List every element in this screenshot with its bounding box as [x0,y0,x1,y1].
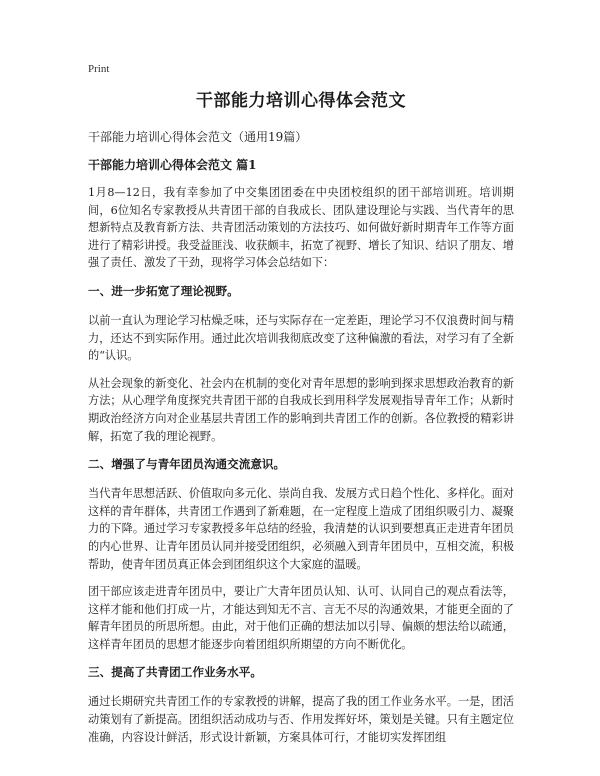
paragraph: 以前一直认为理论学习枯燥乏味，还与实际存在一定差距，理论学习不仅浪费时间与精力，还达不到实际作用。通过此次培训我彻底改变了这种偏激的看法，对学习有了全新的“认识。 [88,313,514,363]
document-page [88,62,514,756]
paragraph: 从社会现象的新变化、社会内在机制的变化对青年思想的影响到探求思想政治教育的新方法；从心理学角度探究共青团干部的自我成长到用科学发展观指导青年工作；从新时期政治经济方向对企业基层共青团工作的影响到共青团工作的创新。各位教授的精彩讲解，拓宽了我的理论视野。 [88,376,514,443]
point-heading-3: 三、提高了共青团工作业务水平。 [88,665,262,680]
document-title: 干部能力培训心得体会范文 [196,91,406,111]
point-heading-1: 一、进一步拓宽了理论视野。 [88,283,239,298]
document-subtitle: 干部能力培训心得体会范文（通用19篇） [88,130,308,144]
paragraph: 当代青年思想活跃、价值取向多元化、崇尚自我、发展方式日趋个性化、多样化。面对这样的青年群体，共青团工作遇到了新难题，在一定程度上造成了团组织吸引力、凝聚力的下降。通过学习专家教授多年总结的经验，我清楚的认识到要想真正走进青年团员的内心世界、让青年团员认同并接受团组织，必须融入到青年团员中，互相交流，积极帮助，使青年团员真正体会到团组织这个大家庭的温暖。 [88,487,514,571]
print-label: Print [88,63,110,75]
intro-paragraph: 1月8—12日，我有幸参加了中交集团团委在中央团校组织的团干部培训班。培训期间，6位知名专家教授从共青团干部的自我成长、团队建设理论与实践、当代青年的思想新特点及教育新方法、共青团活动策划的方法技巧、如何做好新时期青年工作等方面进行了精彩讲授。我受益匪浅、收获颇丰，拓宽了视野、增长了知识、结识了朋友、增强了责任、激发了干劲，现将学习体会总结如下： [88,186,514,270]
section-heading: 干部能力培训心得体会范文 篇1 [88,158,257,172]
paragraph: 通过长期研究共青团工作的专家教授的讲解，提高了我的团工作业务水平。一是，团活动策划有了新提高。团组织活动成功与否、作用发挥好坏，策划是关键。只有主题定位准确，内容设计鲜活，形式设计新颖，方案具体可行，才能切实发挥团组 [88,695,514,744]
point-heading-2: 二、增强了与青年团员沟通交流意识。 [88,457,286,472]
paragraph: 团干部应该走进青年团员中，要让广大青年团员认知、认可、认同自己的观点看法等，这样才能和他们打成一片，才能达到知无不言、言无不尽的沟通效果，才能更全面的了解青年团员的所思所想。由此，对于他们正确的想法加以引导、偏颇的想法给以疏通，这样青年团员的思想才能逐步向着团组织所期望的方向不断优化。 [88,585,514,651]
